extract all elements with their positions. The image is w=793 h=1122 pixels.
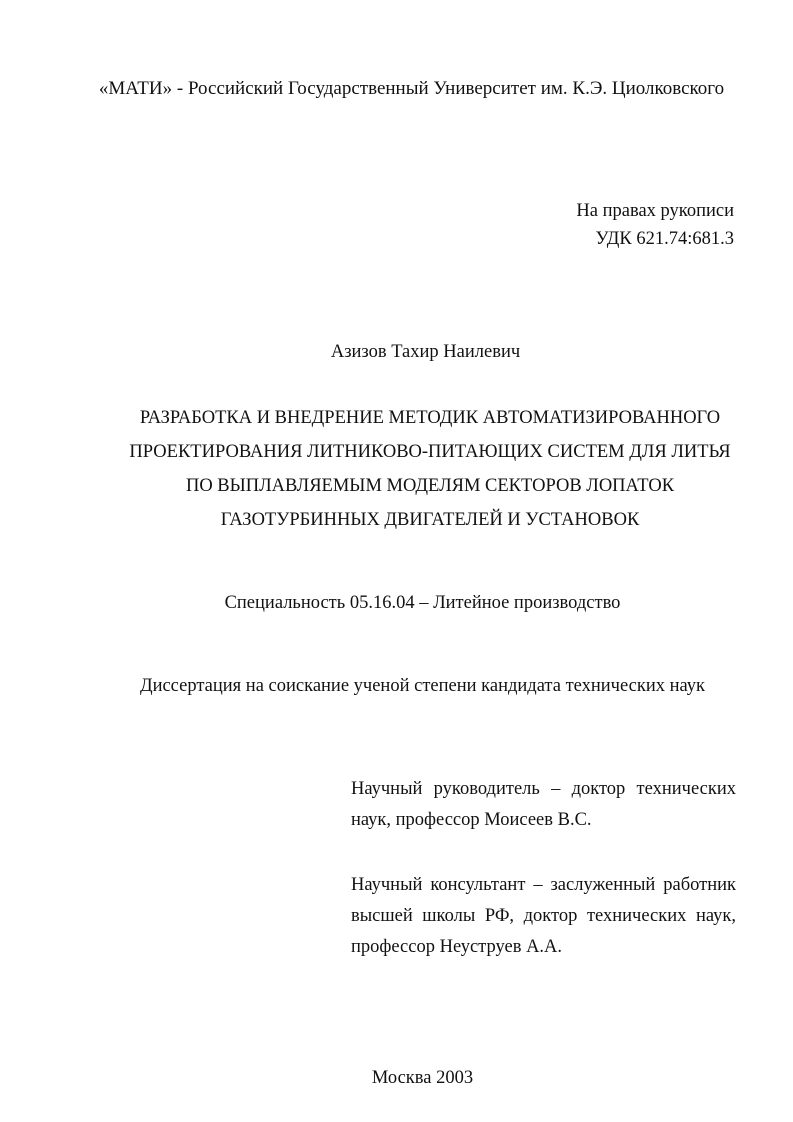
dissertation-type: Диссертация на соискание ученой степени кандидата технических наук	[139, 676, 706, 696]
manuscript-info	[576, 197, 734, 253]
consultant-line: профессор Неуструев А.А.	[351, 937, 563, 957]
thesis-title-line: ГАЗОТУРБИННЫХ ДВИГАТЕЛЕЙ И УСТАНОВОК	[220, 510, 640, 530]
consultant-line: высшей школы РФ, доктор технических наук,	[351, 906, 736, 926]
author-name: Азизов Тахир Наилевич	[330, 342, 521, 362]
university-name: «МАТИ» - Российский Государственный Университет им. К.Э. Циолковского	[98, 78, 725, 99]
scientific-supervisor	[351, 774, 736, 836]
consultant-line: Научный консультант – заслуженный работник	[351, 875, 736, 895]
thesis-title-line: ПО ВЫПЛАВЛЯЕМЫМ МОДЕЛЯМ СЕКТОРОВ ЛОПАТОК	[185, 476, 675, 496]
thesis-title-line: РАЗРАБОТКА И ВНЕДРЕНИЕ МЕТОДИК АВТОМАТИЗИРОВАННОГО	[139, 408, 721, 428]
city-year: Москва 2003	[371, 1068, 474, 1088]
manuscript-rights: На правах рукописи	[576, 201, 734, 221]
thesis-title	[80, 401, 780, 537]
udc-code: УДК 621.74:681.3	[595, 229, 734, 249]
thesis-title-line: ПРОЕКТИРОВАНИЯ ЛИТНИКОВО-ПИТАЮЩИХ СИСТЕМ ДЛЯ ЛИТЬЯ	[129, 442, 731, 462]
supervisor-line: наук, профессор Моисеев В.С.	[351, 810, 592, 830]
scientific-consultant	[351, 870, 736, 963]
specialty: Специальность 05.16.04 – Литейное производство	[224, 593, 621, 613]
supervisor-line: Научный руководитель – доктор технических	[351, 779, 736, 799]
